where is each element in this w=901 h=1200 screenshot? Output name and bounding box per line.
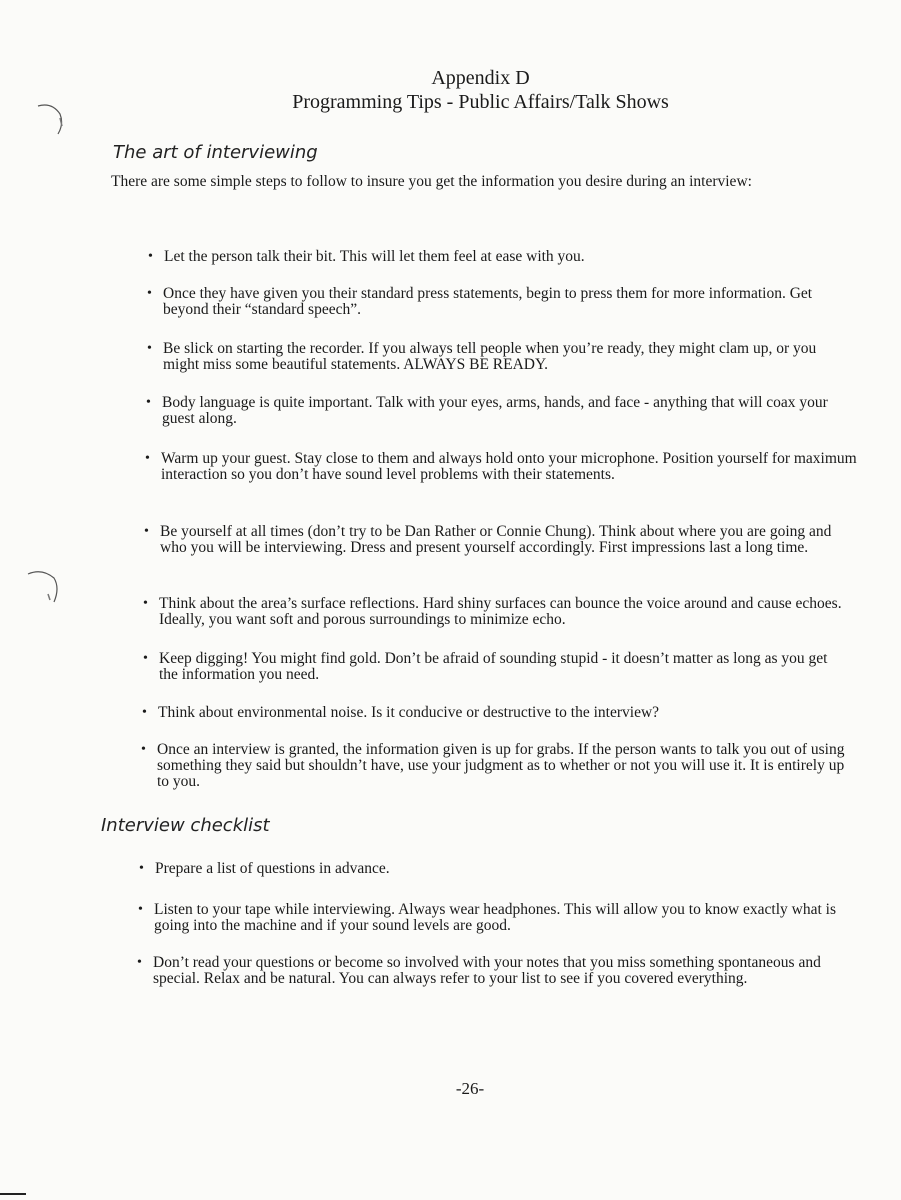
bullet-icon: • — [139, 861, 144, 876]
bullet-icon: • — [145, 451, 150, 466]
bullet-icon: • — [138, 902, 143, 917]
list-item-text: Listen to your tape while interviewing. Always wear headphones. This will allow you to know exactly what is going into the machine and if your sound levels are good. — [154, 901, 837, 934]
list-item-text: Be yourself at all times (don’t try to be Dan Rather or Connie Chung). Think about where you are going and who you will be interviewing. Dress and present yourself accordingly. First impressions last a long time. — [160, 523, 832, 556]
bullet-icon: • — [143, 651, 148, 666]
list-item-text: Keep digging! You might find gold. Don’t be afraid of sounding stupid - it doesn’t matter as long as you get the information you need. — [159, 650, 828, 683]
list-item-text: Think about the area’s surface reflections. Hard shiny surfaces can bounce the voice around and cause echoes. Ideally, you want soft and porous surroundings to minimize echo. — [159, 595, 842, 628]
list-item — [141, 742, 847, 790]
list-item-text: Once an interview is granted, the information given is up for grabs. If the person wants to talk you out of using something they said but shouldn’t have, use your judgment as to whether or not you will use it. It is entirely up to you. — [157, 741, 845, 790]
bullet-icon: • — [148, 249, 153, 264]
page-title: Appendix D — [431, 67, 530, 89]
scan-edge-mark — [0, 1188, 30, 1198]
page-subtitle: Programming Tips - Public Affairs/Talk Shows — [292, 91, 669, 113]
title-block — [0, 66, 901, 114]
list-item-text: Warm up your guest. Stay close to them and always hold onto your microphone. Position yourself for maximum interaction so you don’t have sound level problems with their statements. — [161, 450, 857, 483]
list-item — [146, 395, 852, 427]
list-item — [143, 651, 849, 683]
bullet-icon: • — [146, 395, 151, 410]
bullet-icon: • — [137, 955, 142, 970]
list-item-text: Prepare a list of questions in advance. — [155, 860, 390, 877]
list-item — [142, 705, 848, 721]
list-item — [145, 451, 857, 483]
list-item-text: Body language is quite important. Talk with your eyes, arms, hands, and face - anything that will coax your guest along. — [162, 394, 828, 427]
list-item — [144, 524, 846, 556]
list-item-text: Let the person talk their bit. This will let them feel at ease with you. — [164, 248, 585, 265]
bullet-icon: • — [143, 596, 148, 611]
bullet-icon: • — [147, 341, 152, 356]
section-heading-interview-checklist: Interview checklist — [101, 815, 270, 836]
list-item — [147, 341, 853, 373]
page-number: -26- — [455, 1079, 485, 1098]
list-item — [147, 286, 843, 318]
list-item — [137, 955, 845, 987]
hole-punch-mark-middle — [26, 566, 66, 610]
section-heading-art-of-interviewing: The art of interviewing — [113, 142, 318, 163]
list-item — [139, 861, 845, 877]
list-item-text: Be slick on starting the recorder. If you always tell people when you’re ready, they might clam up, or you might miss some beautiful statements. ALWAYS BE READY. — [163, 340, 817, 373]
bullet-icon: • — [142, 705, 147, 720]
bullet-icon: • — [147, 286, 152, 301]
bullet-icon: • — [141, 742, 146, 757]
list-item — [148, 249, 844, 265]
bullet-icon: • — [144, 524, 149, 539]
list-item — [143, 596, 865, 628]
intro-paragraph: There are some simple steps to follow to insure you get the information you desire during an interview: — [111, 173, 752, 190]
list-item — [138, 902, 844, 934]
list-item-text: Once they have given you their standard press statements, begin to press them for more information. Get beyond their “standard speech”. — [163, 285, 813, 318]
list-item-text: Don’t read your questions or become so involved with your notes that you miss something spontaneous and special. Relax and be natural. You can always refer to your list to see if you covered everything. — [153, 954, 821, 987]
list-item-text: Think about environmental noise. Is it conducive or destructive to the interview? — [158, 704, 660, 721]
